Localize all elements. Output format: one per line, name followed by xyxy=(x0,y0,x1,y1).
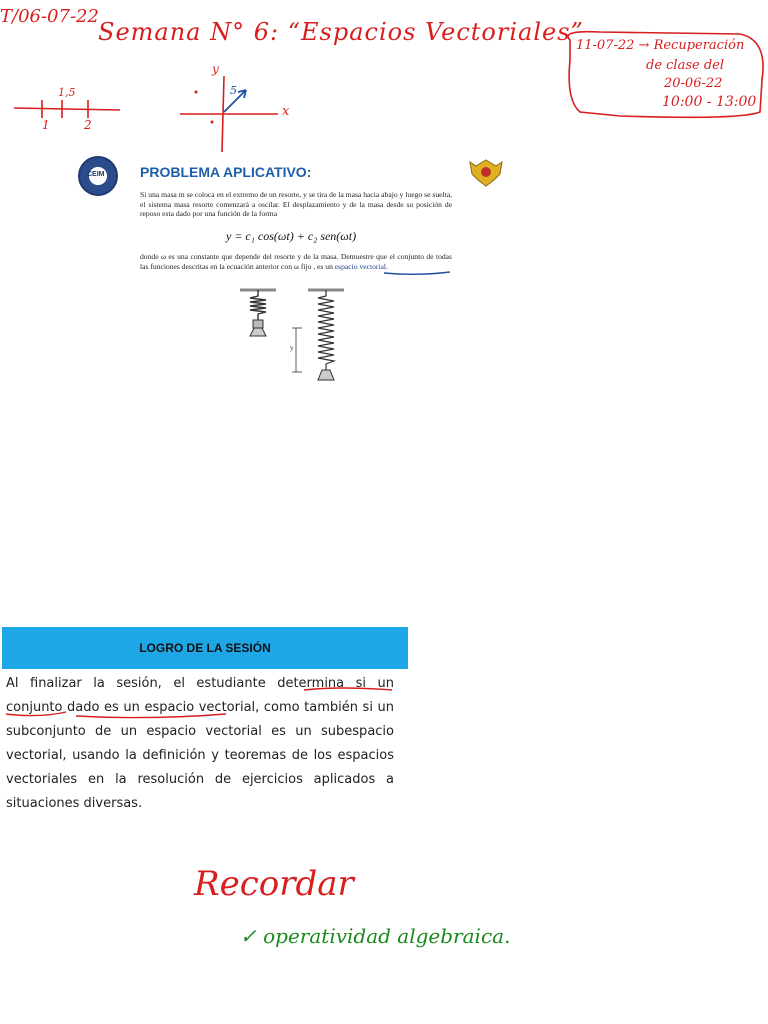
number-line xyxy=(14,108,120,110)
number-line-label: 2 xyxy=(84,118,92,132)
problem-slide xyxy=(78,152,510,388)
spring-diagram xyxy=(238,286,358,386)
point xyxy=(195,91,198,94)
handwritten-session-title: Semana N° 6: “Espacios Vectoriales” xyxy=(98,18,584,46)
highlighted-term: espacio vectorial. xyxy=(334,262,388,271)
axis-label-x: x xyxy=(282,104,290,119)
logro-text: Al finalizar la sesión, el estudiante determina si un conjunto dado es un espacio vectorial, como también si un subconjunto de un espacio vectorial es un subespacio vectorial, usando la definición y teoremas de los espacios vectoriales en la resolución de ejercicios aplicados a situaciones diversas. xyxy=(6,676,394,811)
recovery-note-line: 11-07-22 → Recuperación xyxy=(576,38,745,53)
axis-label-y: y xyxy=(212,62,219,76)
problem-paragraph-2 xyxy=(140,252,452,272)
number-line-label: 1 xyxy=(42,118,50,132)
crest-logo-icon xyxy=(466,156,506,190)
handwritten-date: T/06-07-22 xyxy=(0,6,99,27)
handwritten-note-item: ✓ operatividad algebraica. xyxy=(240,924,511,948)
handwritten-recordar: Recordar xyxy=(194,864,354,904)
problem-title: PROBLEMA APLICATIVO: xyxy=(140,164,312,180)
logro-title: LOGRO DE LA SESIÓN xyxy=(139,641,271,655)
equation: y = c₁ cos(ωt) + c₂ sen(ωt) xyxy=(226,229,357,243)
problem-paragraph: Si una masa m se coloca en el extremo de un resorte, y se tira de la masa hacia abajo y luego se suelta, el sistema masa resorte comenzará a oscilar. El desplazamiento y de la masa desde su posición de reposo esta dado por una función de la forma xyxy=(140,190,452,219)
point xyxy=(211,121,214,124)
spring-y-label: y xyxy=(290,344,294,352)
problem-paragraph-text: donde ω es una constante que depende del resorte y de la masa. Demuestre que el conjunto de todas las funciones descritas en la ecuación anterior con ω fijo , es un xyxy=(140,252,452,271)
logo-text: CEIM xyxy=(87,171,105,178)
recovery-note-line: 20-06-22 xyxy=(664,76,723,91)
note-box-outline xyxy=(568,32,763,118)
recovery-note-line: de clase del xyxy=(646,58,725,73)
logro-banner xyxy=(2,627,408,669)
recovery-note-line: 10:00 - 13:00 xyxy=(662,94,757,110)
term-underline xyxy=(382,270,452,276)
vector-label: 5 xyxy=(230,84,237,97)
university-logo xyxy=(78,156,118,196)
number-line-label: 1,5 xyxy=(58,86,76,99)
